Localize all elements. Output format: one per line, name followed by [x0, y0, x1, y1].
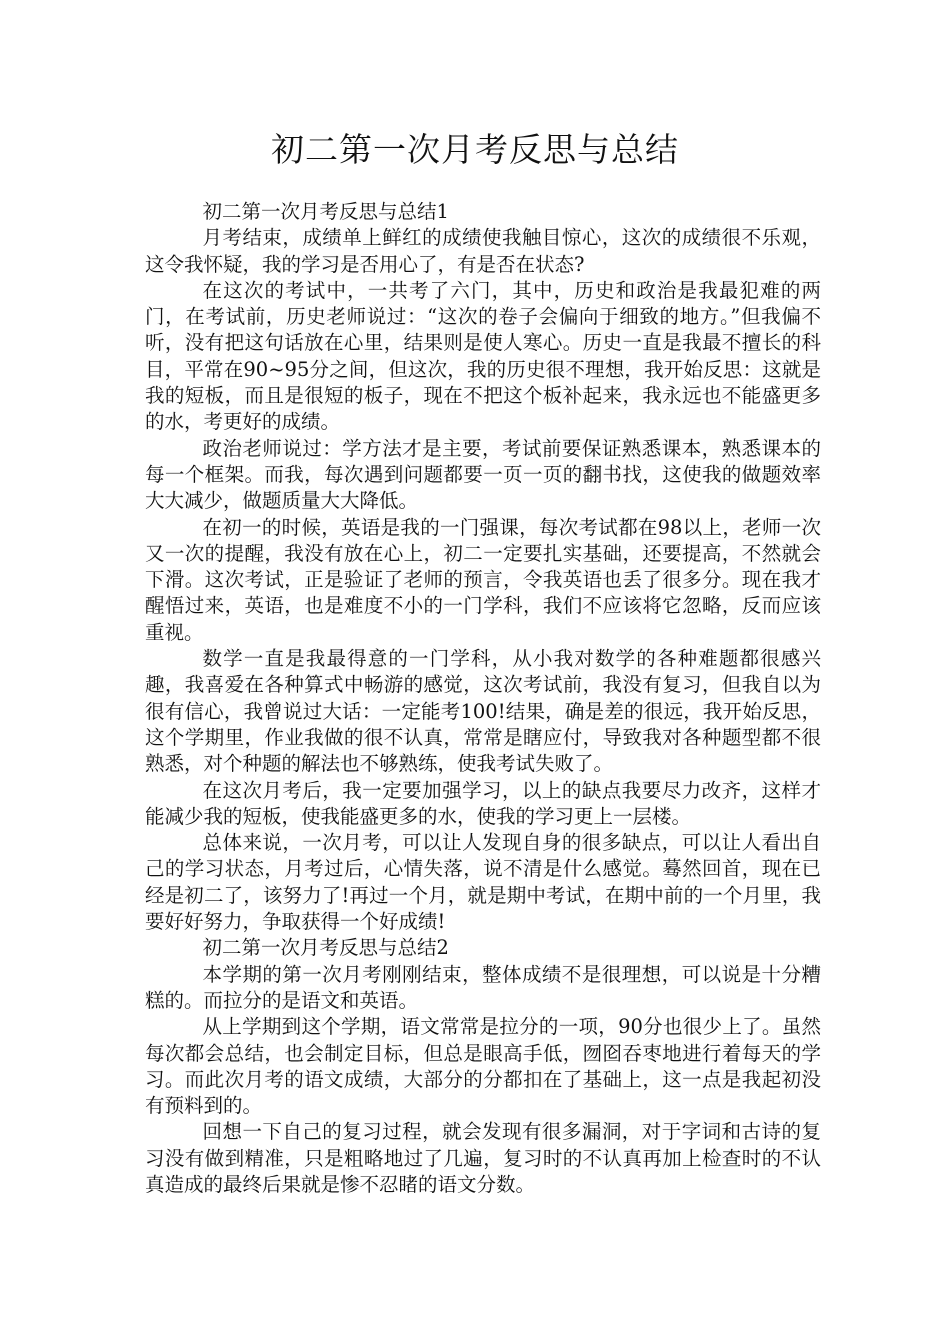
paragraph: 数学一直是我最得意的一门学科，从小我对数学的各种难题都很感兴趣，我喜爱在各种算式中畅游的感觉，这次考试前，我没有复习，但我自以为很有信心，我曾说过大话：一定能考100!结果，确是差的很远，我开始反思，这个学期里，作业我做的很不认真，常常是瞎应付，导致我对各种题型都不很熟悉，对个种题的解法也不够熟练，使我考试失败了。 — [145, 647, 821, 776]
paragraph: 在这次的考试中，一共考了六门，其中，历史和政治是我最犯难的两门，在考试前，历史老师说过：“这次的卷子会偏向于细致的地方。”但我偏不听，没有把这句话放在心里，结果则是使人寒心。历史一直是我最不擅长的科目，平常在90~95分之间，但这次，我的历史很不理想，我开始反思：这就是我的短板，而且是很短的板子，现在不把这个板补起来，我永远也不能盛更多的水，考更好的成绩。 — [145, 278, 821, 434]
section-heading-2: 初二第一次月考反思与总结2 — [202, 936, 449, 960]
paragraph: 本学期的第一次月考刚刚结束，整体成绩不是很理想，可以说是十分糟糕的。而拉分的是语文和英语。 — [145, 962, 821, 1012]
document-title: 初二第一次月考反思与总结 — [271, 130, 679, 169]
section-heading-1: 初二第一次月考反思与总结1 — [202, 200, 449, 223]
document-body — [145, 199, 821, 1198]
paragraph: 政治老师说过：学方法才是主要，考试前要保证熟悉课本，熟悉课本的每一个框架。而我，每次遇到问题都要一页一页的翻书找，这使我的做题效率大大减少，做题质量大大降低。 — [145, 436, 821, 513]
paragraph: 在这次月考后，我一定要加强学习，以上的缺点我要尽力改齐，这样才能减少我的短板，使我能盛更多的水，使我的学习更上一层楼。 — [145, 778, 821, 828]
paragraph: 在初一的时候，英语是我的一门强课，每次考试都在98以上，老师一次又一次的提醒，我没有放在心上，初二一定要扎实基础，还要提高，不然就会下滑。这次考试，正是验证了老师的预言，令我英语也丢了很多分。现在我才醒悟过来，英语，也是难度不小的一门学科，我们不应该将它忽略，反而应该重视。 — [145, 515, 821, 644]
paragraph: 月考结束，成绩单上鲜红的成绩使我触目惊心，这次的成绩很不乐观，这令我怀疑，我的学习是否用心了，有是否在状态? — [145, 226, 821, 276]
paragraph: 从上学期到这个学期，语文常常是拉分的一项，90分也很少上了。虽然每次都会总结，也会制定目标，但总是眼高手低，囫囵吞枣地进行着每天的学习。而此次月考的语文成绩，大部分的分都扣在了基础上，这一点是我起初没有预料到的。 — [145, 1015, 821, 1118]
paragraph: 总体来说，一次月考，可以让人发现自身的很多缺点，可以让人看出自己的学习状态，月考过后，心情失落，说不清是什么感觉。蓦然回首，现在已经是初二了，该努力了!再过一个月，就是期中考试，在期中前的一个月里，我要好好努力，争取获得一个好成绩! — [145, 831, 821, 934]
paragraph: 回想一下自己的复习过程，就会发现有很多漏洞，对于字词和古诗的复习没有做到精准，只是粗略地过了几遍，复习时的不认真再加上检查时的不认真造成的最终后果就是惨不忍睹的语文分数。 — [145, 1120, 821, 1196]
